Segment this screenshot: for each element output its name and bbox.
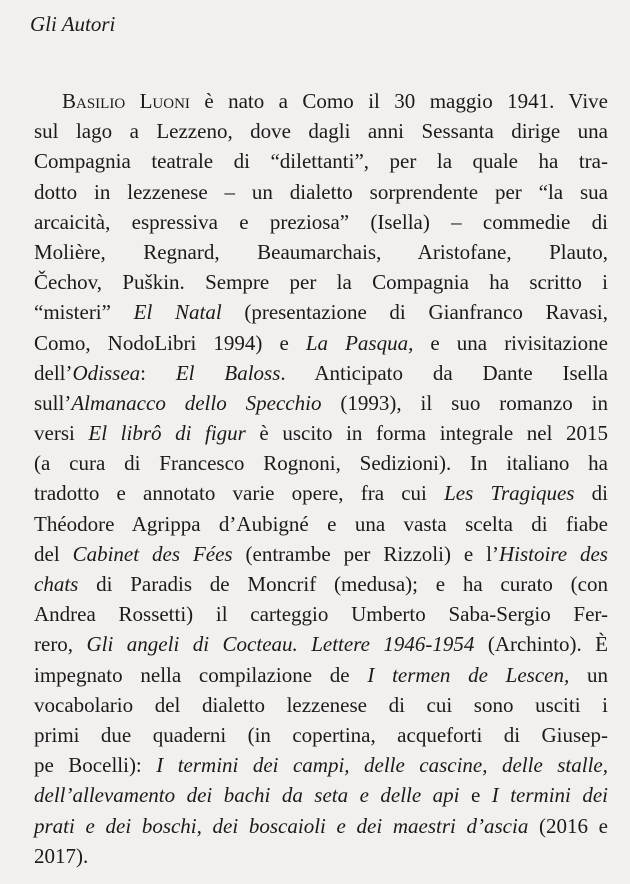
italic-title-text: La Pasqua, — [305, 330, 414, 355]
text-segment: . Anticipato da Dante Isella — [280, 360, 608, 385]
text-segment: Molière, Regnard, Beaumarchais, Aristofane, Plauto, — [34, 239, 608, 264]
text-line — [34, 841, 608, 871]
text-segment: (a cura di Francesco Rognoni, Sedizioni). In italiano ha — [34, 451, 608, 476]
text-line — [34, 116, 608, 146]
text-segment: di Paradis de Moncrif (medusa); e ha curato (con — [78, 572, 608, 596]
text-line — [34, 328, 608, 358]
text-segment: Como, NodoLibri 1994) e — [34, 330, 306, 355]
text-segment: arcaicità, espressiva e preziosa” (Isella) – commedie di — [34, 209, 608, 234]
text-line — [34, 660, 608, 690]
text-segment: un — [569, 662, 608, 687]
italic-title-text: prati e dei boschi, dei boscaioli e dei maestri d’ascia — [34, 813, 529, 838]
italic-title-text: El Natal — [133, 300, 222, 325]
text-line — [34, 811, 608, 841]
text-segment: impegnato nella compilazione de — [34, 662, 368, 687]
text-segment: : — [140, 360, 176, 385]
text-line — [34, 780, 608, 810]
text-segment: tradotto e annotato varie opere, fra cui — [34, 481, 445, 506]
italic-title-text: I termini dei — [491, 783, 608, 808]
italic-title-text: I termini dei campi, delle cascine, delle stalle, — [156, 753, 608, 778]
text-line — [34, 569, 608, 599]
text-segment: è uscito in forma integrale nel 2015 — [245, 421, 608, 446]
text-line — [34, 207, 608, 237]
italic-title-text: Cabinet des Fées — [72, 541, 233, 566]
text-segment: (entrambe per Rizzoli) e l’ — [232, 541, 499, 566]
italic-title-text: Odissea — [72, 360, 141, 385]
italic-title-text: Almanacco dello Specchio — [71, 390, 322, 415]
text-line — [34, 177, 608, 207]
text-line — [34, 720, 608, 750]
text-line — [34, 750, 608, 780]
text-line — [34, 146, 608, 176]
text-line — [34, 448, 608, 478]
text-line — [34, 237, 608, 267]
author-bio-paragraph — [34, 86, 608, 871]
text-segment: Théodore Agrippa d’Aubigné e una vasta scelta di fiabe — [34, 511, 608, 536]
text-segment: è nato a Como il 30 maggio 1941. Vive — [189, 89, 608, 113]
text-segment: versi — [34, 421, 89, 446]
text-segment: del — [34, 541, 73, 566]
italic-title-text: Histoire des — [499, 541, 608, 566]
text-segment: “misteri” — [34, 300, 134, 325]
text-segment: dotto in lezzenese – un dialetto sorprendente per “la sua — [34, 179, 608, 204]
text-line — [34, 629, 608, 659]
text-line — [34, 267, 608, 297]
text-line — [34, 478, 608, 508]
italic-title-text: Gli angeli di Cocteau. Lettere 1946-1954 — [86, 632, 475, 657]
text-line — [34, 690, 608, 720]
text-segment: e una rivisitazione — [413, 330, 608, 355]
text-segment: rero, — [34, 632, 87, 657]
text-segment: dell’ — [34, 360, 73, 385]
text-segment: Andrea Rossetti) il carteggio Umberto Saba-Sergio Fer- — [34, 602, 608, 627]
text-segment: Compagnia teatrale di “dilettanti”, per la quale ha tra- — [34, 149, 608, 174]
text-segment: Čechov, Puškin. Sempre per la Compagnia ha scritto i — [34, 270, 608, 295]
section-title: Gli Autori — [30, 12, 116, 36]
text-line — [34, 388, 608, 418]
text-segment: sull’ — [34, 390, 72, 415]
italic-title-text: El Baloss — [175, 360, 281, 385]
text-segment: pe Bocelli): — [34, 753, 157, 778]
text-segment: sul lago a Lezzeno, dove dagli anni Sessanta dirige una — [34, 119, 608, 144]
text-segment: e — [459, 783, 492, 808]
text-segment: (2016 e — [528, 813, 608, 838]
text-segment: 2017). — [34, 843, 89, 868]
italic-title-text: Les Tragiques — [444, 481, 575, 506]
italic-title-text: I termen de Lescen, — [367, 662, 570, 687]
text-line — [34, 539, 608, 569]
text-segment: di — [574, 481, 608, 506]
text-segment: vocabolario del dialetto lezzenese di cui sono usciti i — [34, 692, 608, 717]
text-segment: (1993), il suo romanzo in — [321, 390, 608, 415]
text-segment: (presentazione di Gianfranco Ravasi, — [221, 300, 608, 325]
text-line — [34, 509, 608, 539]
text-line — [34, 297, 608, 327]
italic-title-text: dell’allevamento dei bachi da seta e delle api — [34, 783, 460, 808]
text-line — [34, 599, 608, 629]
text-line — [34, 358, 608, 388]
author-name: Basilio Luoni — [62, 89, 190, 113]
italic-title-text: chats — [34, 572, 79, 596]
text-segment: (Archinto). È — [474, 632, 608, 657]
text-segment: primi due quaderni (in copertina, acqueforti di Giusep- — [34, 722, 608, 747]
text-line — [34, 418, 608, 448]
italic-title-text: El librô di figur — [88, 421, 246, 446]
text-line — [34, 86, 608, 116]
